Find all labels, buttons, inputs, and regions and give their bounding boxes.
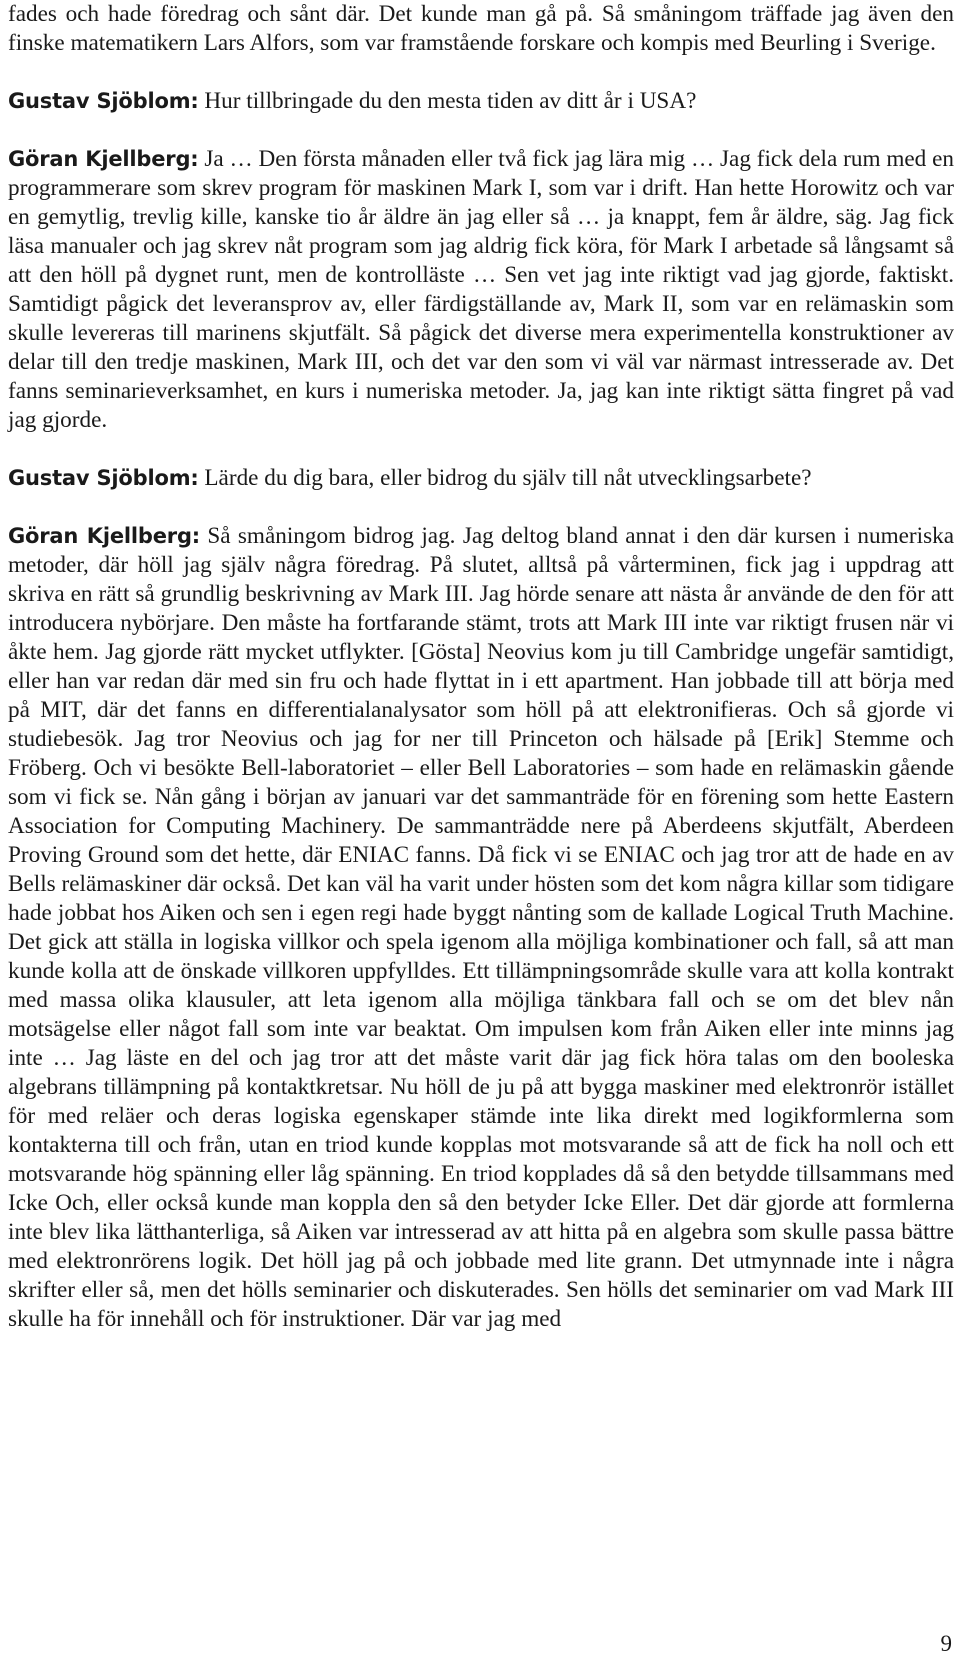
- paragraph-intro: [8, 0, 954, 58]
- speaker-label: Göran Kjellberg:: [8, 524, 200, 548]
- paragraph-text: Lärde du dig bara, eller bidrog du själv till nåt utvecklingsarbete?: [198, 465, 812, 491]
- paragraph-answer-2: [8, 522, 954, 1334]
- page-number: 9: [940, 1631, 952, 1656]
- body-text: [8, 0, 954, 1363]
- paragraph-text: fades och hade föredrag och sånt där. Det kunde man gå på. Så småningom träffade jag även den finske matematikern Lars Alfors, som var framstående forskare och kompis med Beurling i Sverige.: [8, 1, 954, 56]
- paragraph-text: Hur tillbringade du den mesta tiden av ditt år i USA?: [198, 88, 697, 114]
- speaker-label: Gustav Sjöblom:: [8, 466, 199, 490]
- paragraph-answer-1: [8, 145, 954, 435]
- paragraph-text: Så småningom bidrog jag. Jag deltog bland annat i den där kursen i numeriska metoder, där höll jag själv några föredrag. På slutet, alltså på vårterminen, fick jag i uppdrag att skriva en rätt så grundlig beskrivning av Mark III. Jag hörde senare att nästa år använde de den för att introducera nybörjare. Den måste ha fortfarande stämt, trots att Mark III inte var riktigt frusen när vi åkte hem. Jag gjorde rätt mycket utflykter. [Gösta] Neovius kom ju till Cambridge ungefär samtidigt, eller han var redan där med sin fru och hade flyttat in i ett apartment. Han jobbade till att börja med på MIT, där det fanns en differentialanalysator som höll på att elektronifieras. Och så gjorde vi studiebesök. Jag tror Neovius och jag for ner till Princeton och hälsade på [Erik] Stemme och Fröberg. Och vi besökte Bell-laboratoriet – eller Bell Laboratories – som hade en relämaskin gående som vi fick se. Nån gång i början av januari var det sammanträde för en förening som hette Eastern Association for Computing Machinery. De sammanträdde nere på Aberdeens skjutfält, Aberdeen Proving Ground som det hette, där ENIAC fanns. Då fick vi se ENIAC och jag tror att de hade en av Bells relämaskiner där också. Det kan väl ha varit under hösten som det kom några killar som tidigare hade jobbat hos Aiken och sen i egen regi hade byggt nånting som de kallade Logical Truth Machine. Det gick att ställa in logiska villkor och spela igenom alla möjliga kombinationer och fall, så att man kunde kolla att de önskade villkoren uppfylldes. Ett tillämpningsområde skulle vara att kolla kontrakt med massa olika klausuler, att leta igenom alla möjliga tänkbara fall och se om det blev nån motsägelse eller något fall som inte var beaktat. Om impulsen kom från Aiken eller inte minns jag inte … Jag läste en del och jag tror att det måste varit där jag fick höra talas om den booleska algebrans tillämpning på kontaktkretsar. Nu höll de ju på att bygga maskiner med elektronrör istället för med reläer och deras logiska egenskaper stämde inte lika direkt med logikformlerna som kontakterna till och från, utan en triod kunde kopplas mot motsvarande så att de fick ha noll och ett motsvarande hög spänning eller låg spänning. En triod kopplades då så den betydde tillsammans med Icke Och, eller också kunde man koppla den så den betyder Icke Eller. Det där gjorde att formlerna inte blev lika lätthanterliga, så Aiken var intresserad av att hitta på en algebra som skulle passa bättre med elektronrörens logik. Det höll jag på och jobbade med lite grann. Det utmynnade inte i några skrifter eller så, men det hölls seminarier och diskuterades. Sen hölls det seminarier om vad Mark III skulle ha för innehåll och för instruktioner. Där var jag med: [8, 523, 954, 1332]
- paragraph-text: Ja … Den första månaden eller två fick jag lära mig … Jag fick dela rum med en programmerare som skrev program för maskinen Mark I, som var i drift. Han hette Horowitz och var en gemytlig, trevlig kille, kanske tio år äldre än jag eller så … ja knappt, fem år äldre, säg. Jag fick läsa manualer och jag skrev nåt program som jag aldrig fick köra, för Mark I arbetade så långsamt så att den höll på dygnet runt, men de kontrolläste … Sen vet jag inte riktigt vad jag gjorde, faktiskt. Samtidigt pågick det leveransprov av, eller färdigställande av, Mark II, som var en relämaskin som skulle levereras till marinens skjutfält. Så pågick det diverse mera experimentella konstruktioner av delar till den tredje maskinen, Mark III, och det var den som vi väl var närmast intresserade av. Det fanns seminarieverksamhet, en kurs i numeriska metoder. Ja, jag kan inte riktigt sätta fingret på vad jag gjorde.: [8, 146, 954, 433]
- speaker-label: Gustav Sjöblom:: [8, 89, 199, 113]
- speaker-label: Göran Kjellberg:: [8, 147, 199, 171]
- paragraph-question-2: [8, 464, 954, 493]
- paragraph-question-1: [8, 87, 954, 116]
